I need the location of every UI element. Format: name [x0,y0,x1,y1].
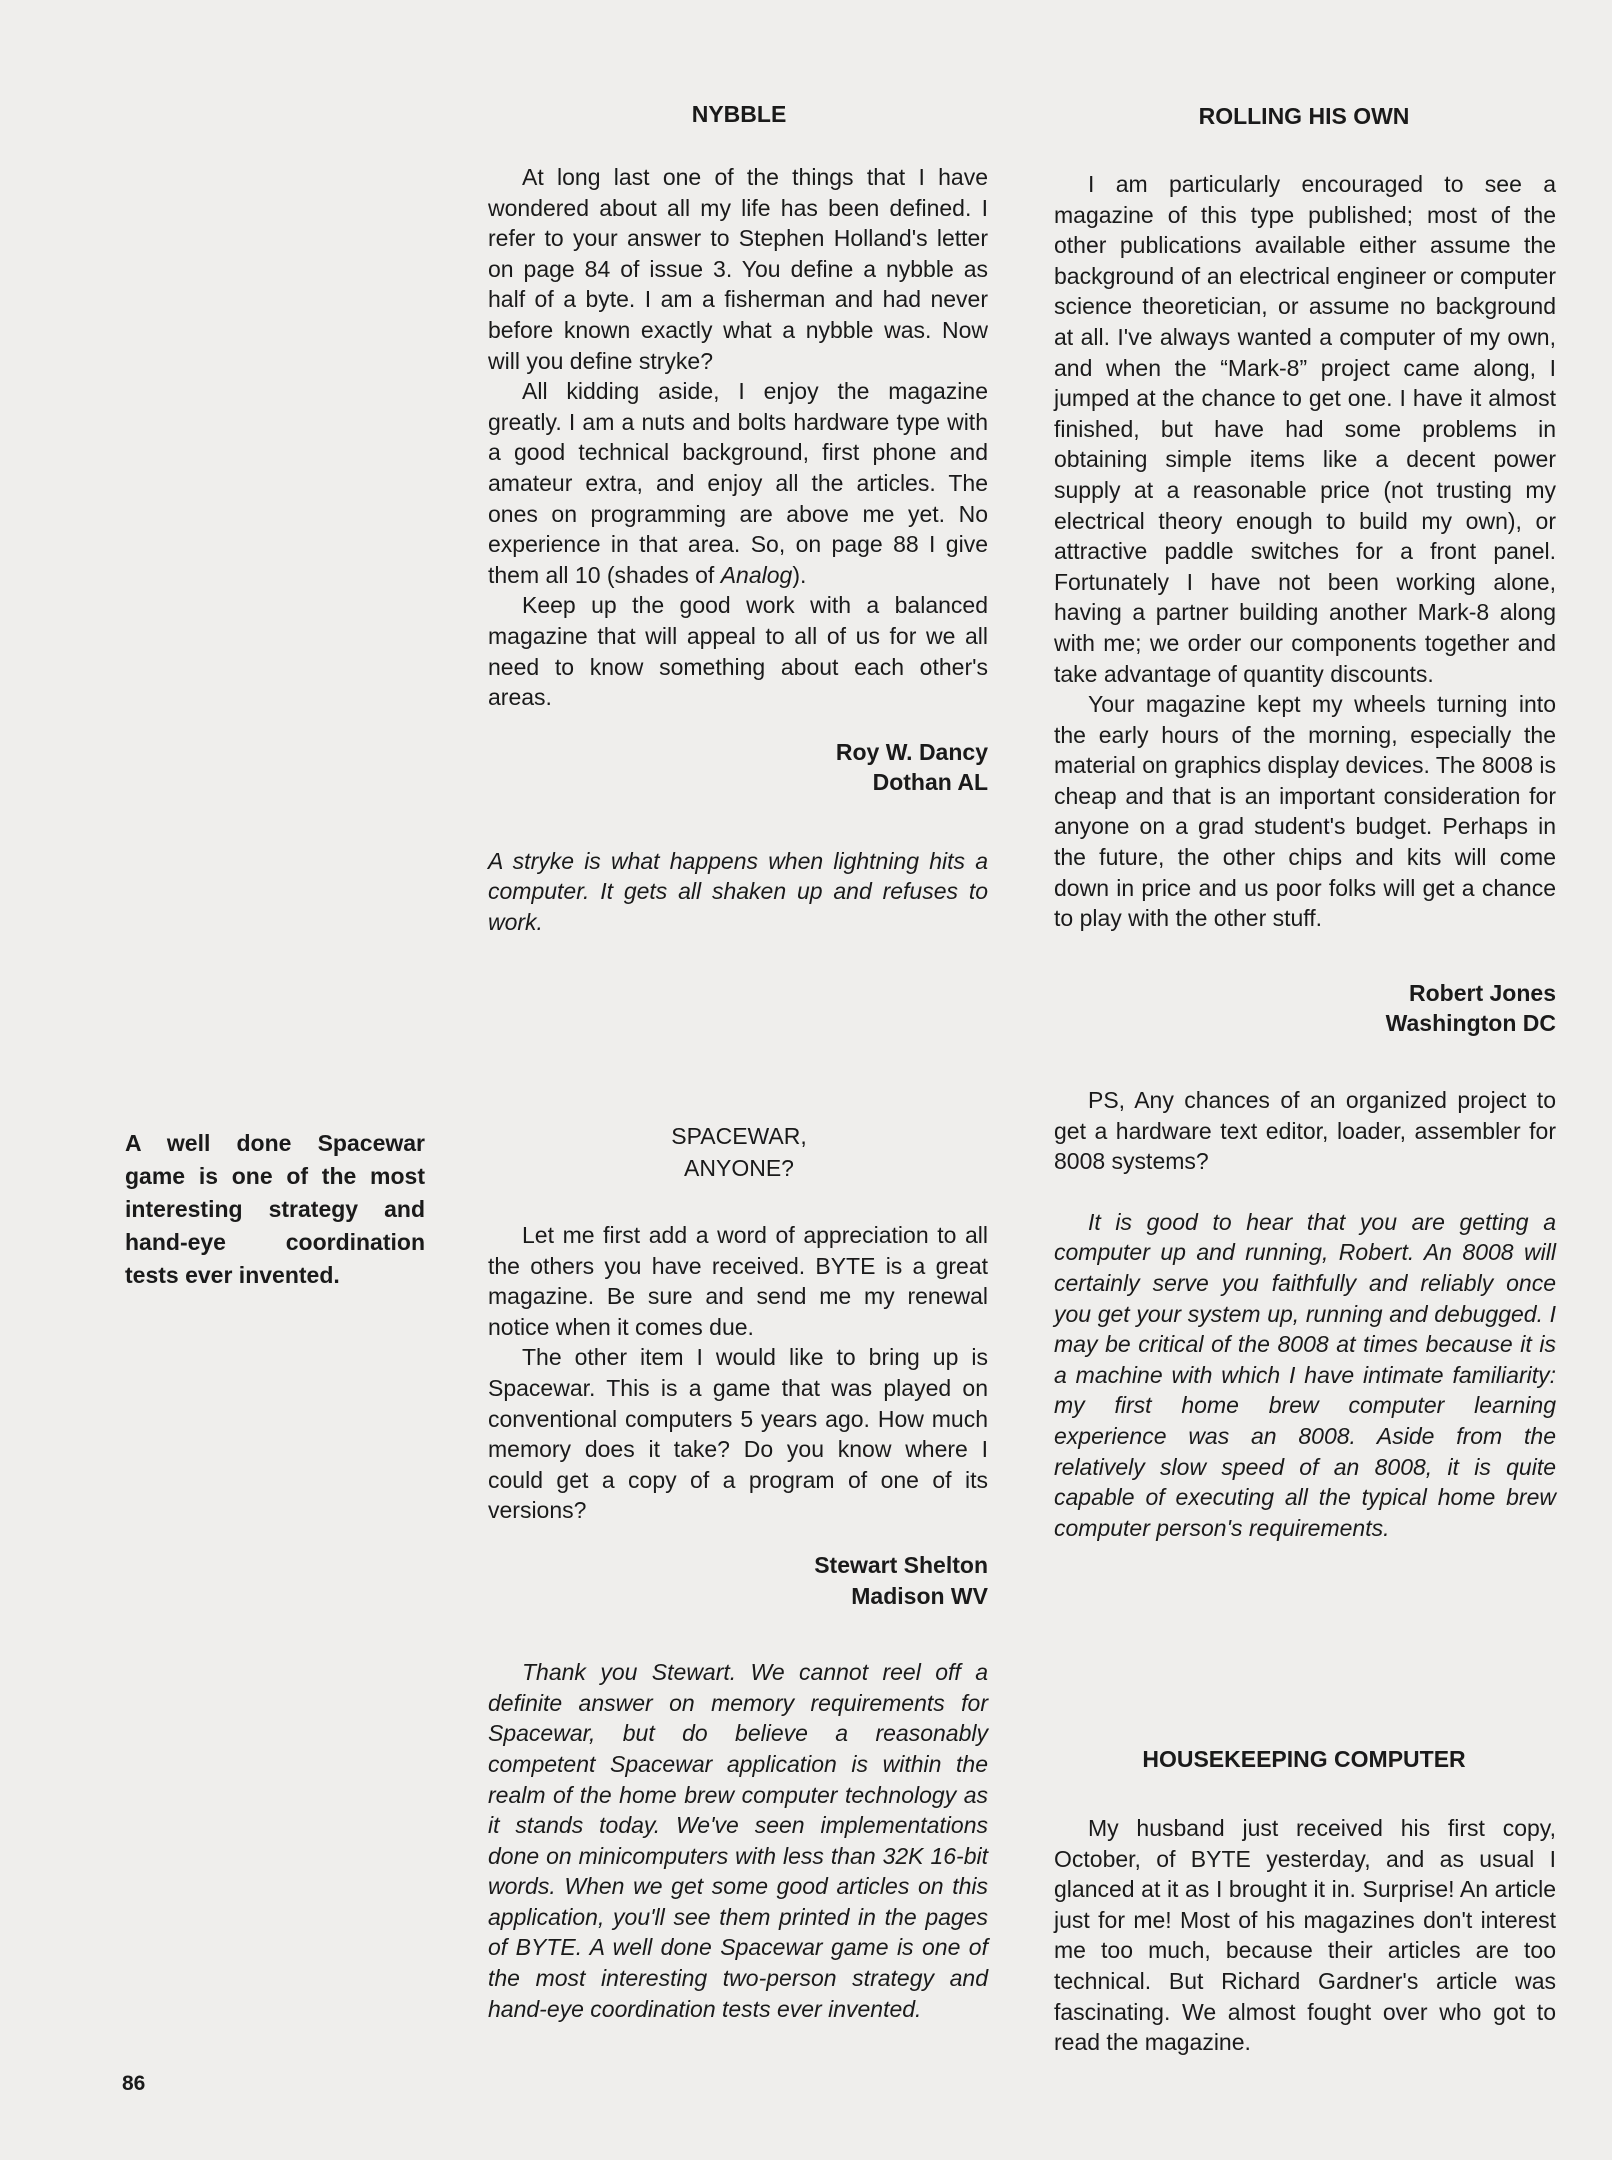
nybble-signature-location: Dothan AL [872,769,988,796]
housekeeping-title: HOUSEKEEPING COMPUTER [1142,1746,1466,1772]
rolling-signature-location: Washington DC [1385,1010,1556,1037]
spacewar-signature-name: Stewart Shelton [814,1551,988,1578]
nybble-title: NYBBLE [691,101,787,127]
page-number: 86 [122,2072,146,2095]
nybble-paragraph-1: At long last one of the things that I have wondered about all my life has been defined. I refer to your answer to Stephen Holland's letter on page 84 of issue 3. You define a nybble as half of a byte. I am a fisherman and had never before known exactly what a nybble was. Now will you define stryke? [488,164,988,374]
spacewar-letter [488,1220,988,2024]
rolling-signature-name: Robert Jones [1409,979,1556,1006]
spacewar-title-line2: ANYONE? [684,1155,794,1181]
housekeeping-paragraph: My husband just received his first copy, October, of BYTE yesterday, and as usual I glanced at it as I brought it in. Surprise! An article just for me! Most of his magazines don't interest me too much, because their articles are too technical. But Richard Gardner's article was fascinating. We almost fought over who got to read the magazine. [1054,1815,1556,2056]
rolling-letter [1054,169,1556,1543]
housekeeping-letter [1054,1813,1556,2058]
rolling-paragraph-2: Your magazine kept my wheels turning into the early hours of the morning, especially the material on graphics display devices. The 8008 is cheap and that is an important consideration for anyone on a grad student's budget. Perhaps in the future, the other chips and kits will come down in price and us poor folks will get a chance to play with the other stuff. [1054,691,1557,932]
spacewar-paragraph-1: Let me first add a word of appreciation to all the others you have received. BYTE is a great magazine. Be sure and send me my renewal notice when it comes due. [488,1222,988,1340]
spacewar-title [488,1120,990,1184]
sidebar-pull-quote: A well done Spacewar game is one of the most interesting strategy and hand-eye coordination tests ever invented. [125,1130,425,1288]
nybble-paragraph-2: All kidding aside, I enjoy the magazine greatly. I am a nuts and bolts hardware type with a good technical background, first phone and amateur extra, and enjoy all the articles. The ones on programming are above me yet. No experience in that area. So, on page 88 I give them all 10 (shades of Analog). [488,378,988,588]
rolling-editor-reply: It is good to hear that you are getting a computer up and running, Robert. An 8008 will certainly serve you faithfully and reliably once you get your system up, running and debugged. I may be critical of the 8008 at times because it is a machine with which I have intimate familiarity: my first home brew computer learning experience was an 8008. Aside from the relatively slow speed of an 8008, it is quite capable of executing all the typical home brew computer person's requirements. [1054,1208,1556,1541]
rolling-paragraph-1: I am particularly encouraged to see a magazine of this type published; most of the other publications available either assume the background of an electrical engineer or computer science theoretician, or assume no background at all. I've always wanted a computer of my own, and when the “Mark-8” project came along, I jumped at the chance to get one. I have it almost finished, but have had some problems in obtaining simple items like a decent power supply at a reasonable price (not trusting my electrical theory enough to build my own), or attractive paddle switches for a front panel. Fortunately I have not been working alone, having a partner building another Mark-8 along with me; we order our components together and take advantage of quantity discounts. [1054,171,1556,687]
nybble-editor-reply: A stryke is what happens when lightning hits a computer. It gets all shaken up and refuses to work. [488,847,988,936]
spacewar-paragraph-2: The other item I would like to bring up is Spacewar. This is a game that was played on conventional computers 5 years ago. How much memory does it take? Do you know where I could get a copy of a program of one of its versions? [488,1344,988,1524]
spacewar-title-line1: SPACEWAR, [671,1123,807,1149]
rolling-postscript: PS, Any chances of an organized project to get a hardware text editor, loader, assembler for 8008 systems? [1054,1087,1556,1175]
nybble-paragraph-3: Keep up the good work with a balanced magazine that will appeal to all of us for we all need to know something about each other's areas. [488,592,988,711]
spacewar-editor-reply: Thank you Stewart. We cannot reel off a definite answer on memory requirements for Spacewar, but do believe a reasonably competent Spacewar application is within the realm of the home brew computer technology as it stands today. We've seen implementations done on minicomputers with less than 32K 16-bit words. When we get some good articles on this application, you'll see them printed in the pages of BYTE. A well done Spacewar game is one of the most interesting two-person strategy and hand-eye coordination tests ever invented. [488,1659,988,2022]
analog-italic: Analog [720,561,793,588]
nybble-letter [488,162,988,938]
rolling-title: ROLLING HIS OWN [1198,103,1410,129]
nybble-signature-name: Roy W. Dancy [835,738,988,765]
spacewar-signature-location: Madison WV [851,1582,988,1609]
